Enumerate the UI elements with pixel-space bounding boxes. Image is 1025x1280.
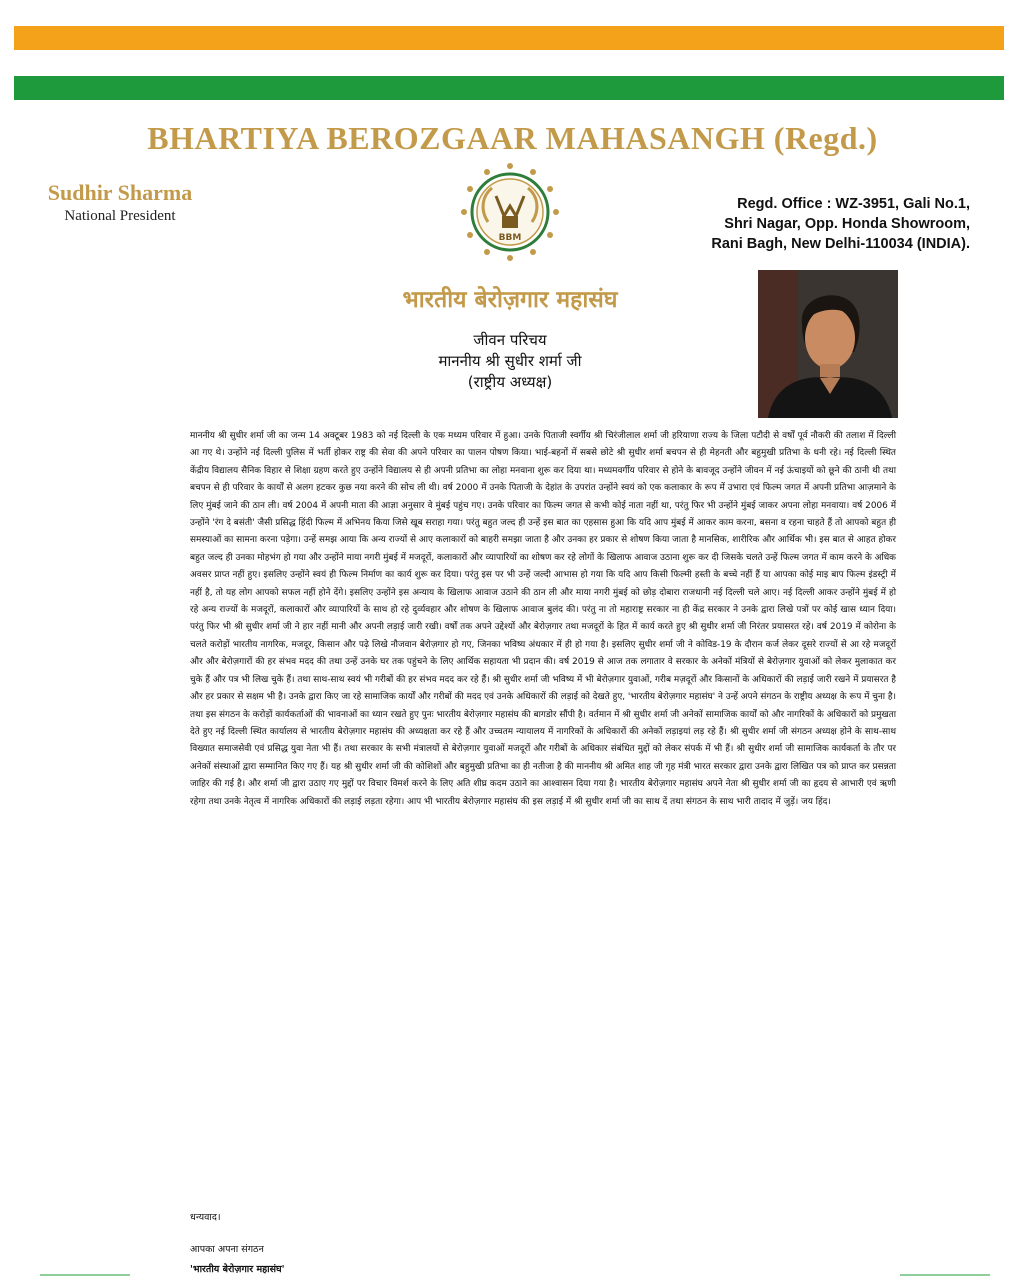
signature-line-1: आपका अपना संगठन xyxy=(190,1244,264,1255)
tricolor-green-band xyxy=(14,76,1004,100)
organization-title: BHARTIYA BEROZGAAR MAHASANGH (Regd.) xyxy=(147,120,878,156)
organization-emblem-icon xyxy=(458,160,562,264)
footer-rule-right xyxy=(900,1274,990,1276)
office-line-3: Rani Bagh, New Delhi-110034 (INDIA). xyxy=(711,236,970,252)
president-photo xyxy=(758,270,898,418)
person-portrait-icon xyxy=(758,270,898,418)
honoree-name: माननीय श्री सुधीर शर्मा जी xyxy=(438,352,582,370)
president-name: Sudhir Sharma xyxy=(47,180,193,205)
biography-body-text: माननीय श्री सुधीर शर्मा जी का जन्म 14 अक्टूबर 1983 को नई दिल्ली के एक मध्यम परिवार में हुआ। उनके पिताजी स्वर्गीय श्री चिरंजीलाल शर्मा जी हरियाणा राज्य के जिला पटौदी से वर्षों पूर्व नौकरी की तलाश में दिल्ली आ गए थे। उन्होंने नई दिल्ली पुलिस में भर्ती होकर राष्ट्र की सेवा की अपने परिवार का पालन पोषण किया। भाई-बहनों में सबसे छोटे श्री सुधीर शर्मा बचपन से ही मेहनती और बहुमुखी प्रतिभा के धनी रहे। नई दिल्ली स्थित केंद्रीय विद्यालय सैनिक विहार से शिक्षा ग्रहण करते हुए उन्होंने विद्यालय से ही अपनी प्रतिभा का लोहा मनवाना शुरू कर दिया था। मध्यमवर्गीय परिवार से होने के बावजूद उन्होंने जीवन में नई ऊंचाइयों को छूने की ठानी थी तथा बचपन से ही परिवार के कार्यों से अलग हटकर कुछ नया करने की सोच ली थी। वर्ष 2000 में उनके पिताजी के देहांत के उपरांत उन्होंने स्वयं को एक कलाकार के रूप में उभारा एवं फिल्म जगत में अपनी प्रतिभा आज़माने के लिए मुंबई जाने की ठान ली। वर्ष 2004 में अपनी माता की आज्ञा अनुसार वे मुंबई पहुंच गए। उनके परिवार का फिल्म जगत से कभी कोई नाता नहीं था, परंतु फिर भी उन्होंने मुंबई जाकर अपना लोहा मनवाया। वर्ष 2006 में उन्होंने 'रंग दे बसंती' जैसी प्रसिद्ध हिंदी फिल्म में अभिनय किया जिसे खूब सराहा गया। परंतु बहुत जल्द ही उन्हें इस बात का एहसास हुआ कि यदि आप मुंबई में आकर काम करना, बसना व रहना चाहते हैं तो आपको बहुत ही समस्याओं का सामना करना पड़ेगा। उन्हें समझ आया कि अन्य राज्यों से आए कलाकारों को बाहरी समझा जाता है और उनका हर प्रकार से शोषण किया जाता है मानसिक, शारीरिक और आर्थिक भी। इस बात से आहत होकर बहुत जल्द ही उनका मोहभंग हो गया और उन्होंने माया नगरी मुंबई में मजदूरों, कलाकारों और व्यापारियों का शोषण कर रहे लोगों के खिलाफ आवाज उठाना शुरू कर दी जिसके चलते उन्हें फिल्म जगत में काम करने के अधिक अवसर प्राप्त नहीं हुए। इसलिए उन्होंने स्वयं ही फिल्म निर्माण का कार्य शुरू कर दिया। परंतु इस पर भी उन्हें जल्दी आभास हो गया कि यदि आप किसी फिल्मी हस्ती के बच्चे नहीं हैं या आपका कोई माइ बाप फिल्म इंडस्ट्री में नहीं है, तो यह लोग आपको सफल नहीं होने देंगे। इसलिए उन्होंने इस अन्याय के खिलाफ आवाज उठाने की ठान ली और माया नगरी मुंबई को छोड़ दोबारा राजधानी नई दिल्ली चले आए। नई दिल्ली आकर उन्होंने मुंबई में हो रहे अन्य राज्यों के मजदूरों, कलाकारों और व्यापारियों के साथ हो रहे दुर्व्यवहार और शोषण के खिलाफ आवाज बुलंद की। परंतु ना तो महाराष्ट्र सरकार ना ही केंद्र सरकार ने उनके द्वारा लिखे पत्रों पर कोई खास ध्यान दिया। परंतु फिर भी श्री सुधीर शर्मा जी ने हार नहीं मानी और अपनी लड़ाई जारी रखी। वर्षों तक अपने उद्देश्यों और बेरोज़गार तथा मजदूरों के हित में कार्य करते हुए श्री सुधीर शर्मा जी निरंतर प्रयासरत रहे। वर्ष 2019 में कोरोना के चलते करोड़ों भारतीय नागरिक, मजदूर, किसान और पढ़े लिखे नौजवान बेरोज़गार हो गए, जिनका भविष्य अंधकार में ही हो गया है। इसलिए सुधीर शर्मा जी ने कोविड-19 के दौरान कर्ज लेकर दूसरे राज्यों से आ रहे मजदूरों और और बेरोज़गारों की हर संभव मदद की तथा उन्हें उनके घर तक पहुंचने के लिए आर्थिक सहायता भी प्रदान की। वर्ष 2019 से आज तक लगातार वे सरकार के अनेकों मंत्रियों से बेरोज़गार युवाओं को लेकर मुलाकात कर चुके हैं और पत्र भी लिख चुके हैं। तथा साथ-साथ स्वयं भी गरीबों की हर संभव मदद कर रहे हैं। श्री सुधीर शर्मा जी भविष्य में भी बेरोज़गार युवाओं, गरीब मज़दूरों और किसानों के अधिकारों की लड़ाई जारी रखने में प्रयासरत है और हर प्रकार से सक्षम भी है। उनके द्वारा किए जा रहे सामाजिक कार्यों और गरीबों की मदद एवं उनके अधिकारों की लड़ाई को देखते हुए, 'भारतीय बेरोज़गार महासंघ' ने उन्हें अपने संगठन के राष्ट्रीय अध्यक्ष के रूप में चुना है। तथा इस संगठन के करोड़ों कार्यकर्ताओं की भावनाओं का ध्यान रखते हुए पुनः भारतीय बेरोज़गार महासंघ की बागडोर सौंपी है। वर्तमान में श्री सुधीर शर्मा जी अनेकों सामाजिक कार्यों को और नागरिकों के अधिकारों को प्रमुखता देते हुए नई दिल्ली स्थित कार्यालय से भारतीय बेरोज़गार महासंघ की अध्यक्षता कर रहे हैं और उच्चतम न्यायालय में नागरिकों के अधिकारों की अनेकों लड़ाइयां लड़ रहे हैं। श्री सुधीर शर्मा जी संगठन अध्यक्ष होने के साथ-साथ विख्यात समाजसेवी एवं प्रसिद्ध युवा नेता भी हैं। तथा सरकार के सभी मंत्रालयों से बेरोज़गार युवाओं मजदूरों और गरीबों के अधिकार संबंधित मुद्दों को लेकर संपर्क में भी हैं। श्री सुधीर शर्मा जी सामाजिक कार्यकर्ता के तौर पर अनेकों संस्थाओं द्वारा सम्मानित किए गए हैं। यह श्री सुधीर शर्मा जी की कोशिशों और बहुमुखी प्रतिभा का ही नतीजा है की माननीय श्री अमित शाह जी गृह मंत्री भारत सरकार द्वारा उनके द्वारा लिखित पत्र को प्राप्त कर प्रसन्नता जाहिर की गई है। और शर्मा जी द्वारा उठाए गए मुद्दों पर विचार विमर्श करने के लिए अति शीघ्र कदम उठाने का आश्वासन दिया गया है। भारतीय बेरोज़गार महासंघ अपने नेता श्री सुधीर शर्मा जी का हृदय से आभारी एवं ऋणी रहेगा तथा उनके नेतृत्व में नागरिक अधिकारों की लड़ाई लड़ता रहेगा। आप भी भारतीय बेरोज़गार महासंघ की इस लड़ाई में श्री सुधीर शर्मा जी का साथ दें तथा संगठन के साथ भारी तादाद में जुड़ें। जय हिंद। xyxy=(190,431,896,807)
office-line-1: Regd. Office : WZ-3951, Gali No.1, xyxy=(737,196,970,212)
footer-rule-left xyxy=(40,1274,130,1276)
biography-title: जीवन परिचय xyxy=(473,331,547,349)
thanks-text: धन्यवाद। xyxy=(190,1212,221,1223)
tricolor-saffron-band xyxy=(14,26,1004,50)
organization-title-hindi: भारतीय बेरोज़गार महासंघ xyxy=(402,286,618,313)
biography-heading xyxy=(330,330,690,393)
honoree-designation: (राष्ट्रीय अध्यक्ष) xyxy=(467,373,553,391)
emblem-initials: BBM xyxy=(498,233,522,243)
signature-line-2: 'भारतीय बेरोज़गार महासंघ' xyxy=(190,1264,285,1275)
president-block xyxy=(30,180,210,225)
registered-office-address xyxy=(640,194,970,254)
president-title: National President xyxy=(64,208,176,224)
office-line-2: Shri Nagar, Opp. Honda Showroom, xyxy=(724,216,970,232)
